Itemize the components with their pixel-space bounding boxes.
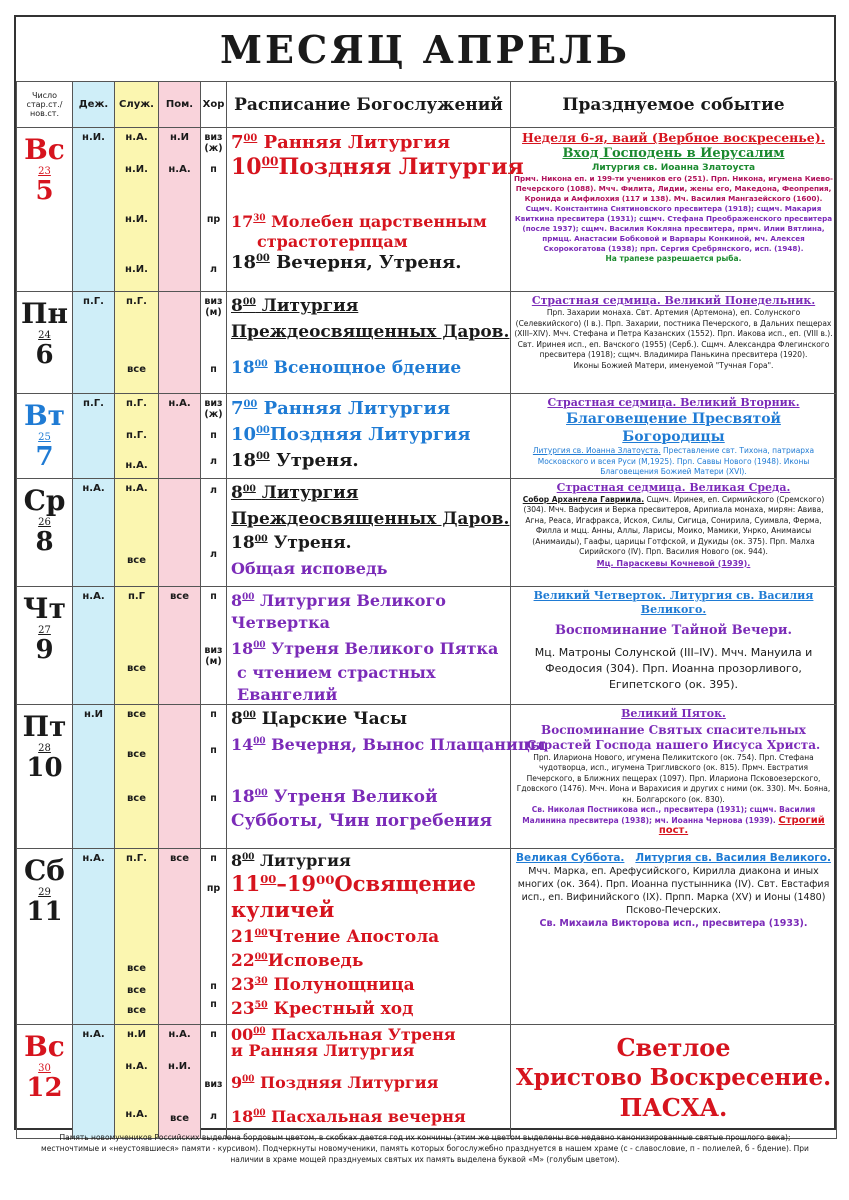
event-cell: Страстная седмица. Великий Вторник. Благовещение Пресвятой Богородицы Литургия св. Иоанна Златоуста. Преставление свт. Тихона, патриарха Московского и всея Руси (М,1925). Прп. Саввы Нового (1948). Иконы Благовещения Божией Матери (XVI). <box>511 394 837 479</box>
event-cell: Светлое Христово Воскресение. ПАСХА. <box>511 1024 837 1138</box>
pom-cell: н.А. н.И. все <box>159 1024 201 1138</box>
hor-cell: п п п <box>201 704 227 848</box>
event-cell: Великий Пяток. Воспоминание Святых спасительных Страстей Господа нашего Иисуса Христа. Прп. Илариона Нового, игумена Пеликитского (ок. 754). Прп. Стефана чудотворца, исп., игумена Тригливского (ок. 815). Прмч. Евстратия Печерского, в Ближних пещерах (1097). Прп. Илариона Псковоезерского, Гдовского (1476). Мчч. Иона и Варахисия и других с ними (ок. 330). Мч. Бояна, кн. Болгарского (ок. 830). Св. Николая Постникова исп., пресвитера (1931); сщмч. Василия Малинина пресвитера (1938); мч. Иоанна Чернова (1939). Строгий пост. <box>511 704 837 848</box>
header-slu: Служ. <box>115 82 159 128</box>
day-cell: Вс 23 5 <box>17 128 73 292</box>
day-row <box>17 128 837 292</box>
day-row <box>17 292 837 394</box>
schedule-cell: $8^{00}$ Царские Часы $14^{00}$ Вечерня, Вынос Плащаницы $18^{00}$ Утреня Великой Субботы, Чин погребения <box>227 704 511 848</box>
schedule-cell: $00^{00}$ Пасхальная Утреня и Ранняя Литургия $9^{00}$ Поздняя Литургия $18^{00}$ Пасхальная вечерня <box>227 1024 511 1138</box>
slu-cell: н.А. все <box>115 478 159 586</box>
dej-cell: н.А. <box>73 1024 115 1138</box>
pom-cell: н.И н.А. <box>159 128 201 292</box>
day-cell: Сб 29 11 <box>17 848 73 1024</box>
slu-cell: н.И н.А. н.А. <box>115 1024 159 1138</box>
day-row <box>17 1024 837 1138</box>
pom-cell: все <box>159 848 201 1024</box>
schedule-cell: $7^{00}$ Ранняя Литургия $10^{00}Поздняя$ Литургия $17^{30}$ Молебен царственным страстотерпцам $18^{00}$ Вечерня, Утреня. <box>227 128 511 292</box>
dej-cell: н.А. <box>73 586 115 704</box>
event-cell: Великий Четверток. Литургия св. Василия Великого. Воспоминание Тайной Вечери. Мц. Матроны Солунской (III–IV). Мчч. Мануила и Феодосия (304). Прп. Иоанна прозорливого, Египетского (ок. 395). <box>511 586 837 704</box>
schedule-cell: $7^{00}$ Ранняя Литургия $10^{00}Поздняя$ Литургия $18^{00}$ Утреня. <box>227 394 511 479</box>
dej-cell: н.А. <box>73 848 115 1024</box>
pom-cell <box>159 292 201 394</box>
schedule-cell: $8^{00}$ Литургия Преждеосвященных Даров. $18^{00}$ Утреня. Общая исповедь <box>227 478 511 586</box>
pom-cell <box>159 478 201 586</box>
day-row <box>17 704 837 848</box>
day-cell: Вт 25 7 <box>17 394 73 479</box>
dej-cell: н.И. <box>73 128 115 292</box>
day-cell: Ср 26 8 <box>17 478 73 586</box>
dej-cell: н.А. <box>73 478 115 586</box>
event-cell: Страстная седмица. Великая Среда. Собор Архангела Гавриила. Сщмч. Иринея, еп. Сирмийского (Сремского) (304). Мчч. Вафусия и Верка пресвитеров, Арипиала монаха, мирян: Авива, Агна, Реаса, Игафракса, Искоя, Силы, Сигица, Сонирила, Суимвла, Ферма, Филла и мцц. Анны, Аллы, Ларисы, Моико, Мамики, Унрко, Анимаисы (Анимаиды), Гаафы, царицы Готфской, и Дукиды (ок. 375). Прп. Малха Сирийского (IV). Прп. Василия Нового (ок. 944). Мц. Параскевы Кочневой (1939). <box>511 478 837 586</box>
header-day: Число стар.ст./ нов.ст. <box>17 82 73 128</box>
day-cell: Пн 24 6 <box>17 292 73 394</box>
schedule-cell: $8^{00}$ Литургия Великого Четвертка $18^{00}$ Утреня Великого Пятка с чтением страстных Евангелий <box>227 586 511 704</box>
schedule-cell: $8^{00}$ Литургия $11^{00}-19^{00}Освящение$ куличей $21^{00}Чтение$ Апостола $22^{00}Исповедь$ $23^{30}$ Полунощница $23^{50}$ Крестный ход <box>227 848 511 1024</box>
pom-cell <box>159 704 201 848</box>
event-cell: Великая Суббота. Литургия св. Василия Великого. Мчч. Марка, еп. Арефусийского, Кирилла диакона и иных многих (ок. 364). Прп. Иоанна пустынника (IV). Свт. Евстафия исп., еп. Вифинийского (IX). Прпп. Марка (XV) и Ионы (1480) Псково-Печерских. Св. Михаила Викторова исп., пресвитера (1933). <box>511 848 837 1024</box>
slu-cell: все все все <box>115 704 159 848</box>
day-cell: Вс 30 12 <box>17 1024 73 1138</box>
slu-cell: п.Г. п.Г. н.А. <box>115 394 159 479</box>
day-cell: Пт 28 10 <box>17 704 73 848</box>
day-row <box>17 848 837 1024</box>
day-row <box>17 394 837 479</box>
event-cell: Страстная седмица. Великий Понедельник. Прп. Захарии монаха. Свт. Артемия (Артемона), еп. Солунского (Селевкийского) (I в.). Прп. Захарии, постника Печерского, в Дальних пещерах (XIII–XIV). Мчч. Стефана и Петра Казанских (1552). Прп. Иакова исп., еп. (VIII в.). Свт. Иринея исп., еп. Вачского (1955) (Серб.). Сщмч. Александра Флегинского пресвитера (1918); сщмч. Владимира Панькина пресвитера (1920). Иконы Божией Матери, именуемой "Тучная Гора". <box>511 292 837 394</box>
header-pom: Пом. <box>159 82 201 128</box>
hor-cell: п пр п п <box>201 848 227 1024</box>
hor-cell: виз (ж) п пр л <box>201 128 227 292</box>
header-schedule: Расписание Богослужений <box>227 82 511 128</box>
dej-cell: п.Г. <box>73 394 115 479</box>
schedule-table <box>16 81 837 1139</box>
day-cell: Чт 27 9 <box>17 586 73 704</box>
pom-cell: н.А. <box>159 394 201 479</box>
hor-cell: л л <box>201 478 227 586</box>
slu-cell: н.А. н.И. н.И. н.И. <box>115 128 159 292</box>
footnote: Память новомучеников Российских выделена бордовым цветом, в скобках дается год их кончины (этим же цветом выделены все недавно канонизированные святые прошлого века); местночтимые и «неустоявшиеся» памяти - курсивом). Подчеркнуты новомученики, память которых богослужебно празднуется в нашем храме (с - славословие, п - полиелей, б - бдение). При наличии в храме мощей празднуемых святых их память выделена буквой «М» (голубым цветом). <box>41 1133 809 1164</box>
day-row <box>17 478 837 586</box>
header-dej: Деж. <box>73 82 115 128</box>
dej-cell: н.И <box>73 704 115 848</box>
header-hor: Хор <box>201 82 227 128</box>
slu-cell: п.Г. все <box>115 292 159 394</box>
slu-cell: п.Г все <box>115 586 159 704</box>
hor-cell: п виз л <box>201 1024 227 1138</box>
schedule-sheet <box>14 15 836 1130</box>
day-row <box>17 586 837 704</box>
page-title: МЕСЯЦ АПРЕЛЬ <box>16 17 834 82</box>
pom-cell: все <box>159 586 201 704</box>
event-cell: Неделя 6-я, ваий (Вербное воскресенье). Вход Господень в Иерусалим Литургия св. Иоанна Златоуста Прмч. Никона еп. и 199-ти учеников его (251). Прп. Никона, игумена Киево-Печерского (1088). Мчч. Филита, Лидии, жены его, Македона, Феопрепия, Кронида и Амфилохия (117 и 138). Мч. Василия Мангазейского (1600). Сщмч. Константина Снятиновского пресвитера (1918); сщмч. Макария Квиткина пресвитера (1931); сщмч. Стефана Преображенского пресвитера (после 1937); сщмч. Василия Кокляна пресвитера, прмч. Илии Вятлина, прмцц. Анастасии Бобковой и Варвары Конкиной, мч. Алексея Скорокогатова (1938); прп. Сергия Сребрянского, исп. (1948). На трапезе разрешается рыба. <box>511 128 837 292</box>
header-row <box>17 82 837 128</box>
header-event: Празднуемое событие <box>511 82 837 128</box>
dej-cell: п.Г. <box>73 292 115 394</box>
schedule-cell: $8^{00}$ Литургия Преждеосвященных Даров. $18^{00}$ Всенощное бдение <box>227 292 511 394</box>
slu-cell: п.Г. все все все <box>115 848 159 1024</box>
hor-cell: п виз (м) <box>201 586 227 704</box>
hor-cell: виз (ж) п л <box>201 394 227 479</box>
hor-cell: виз (м) п <box>201 292 227 394</box>
